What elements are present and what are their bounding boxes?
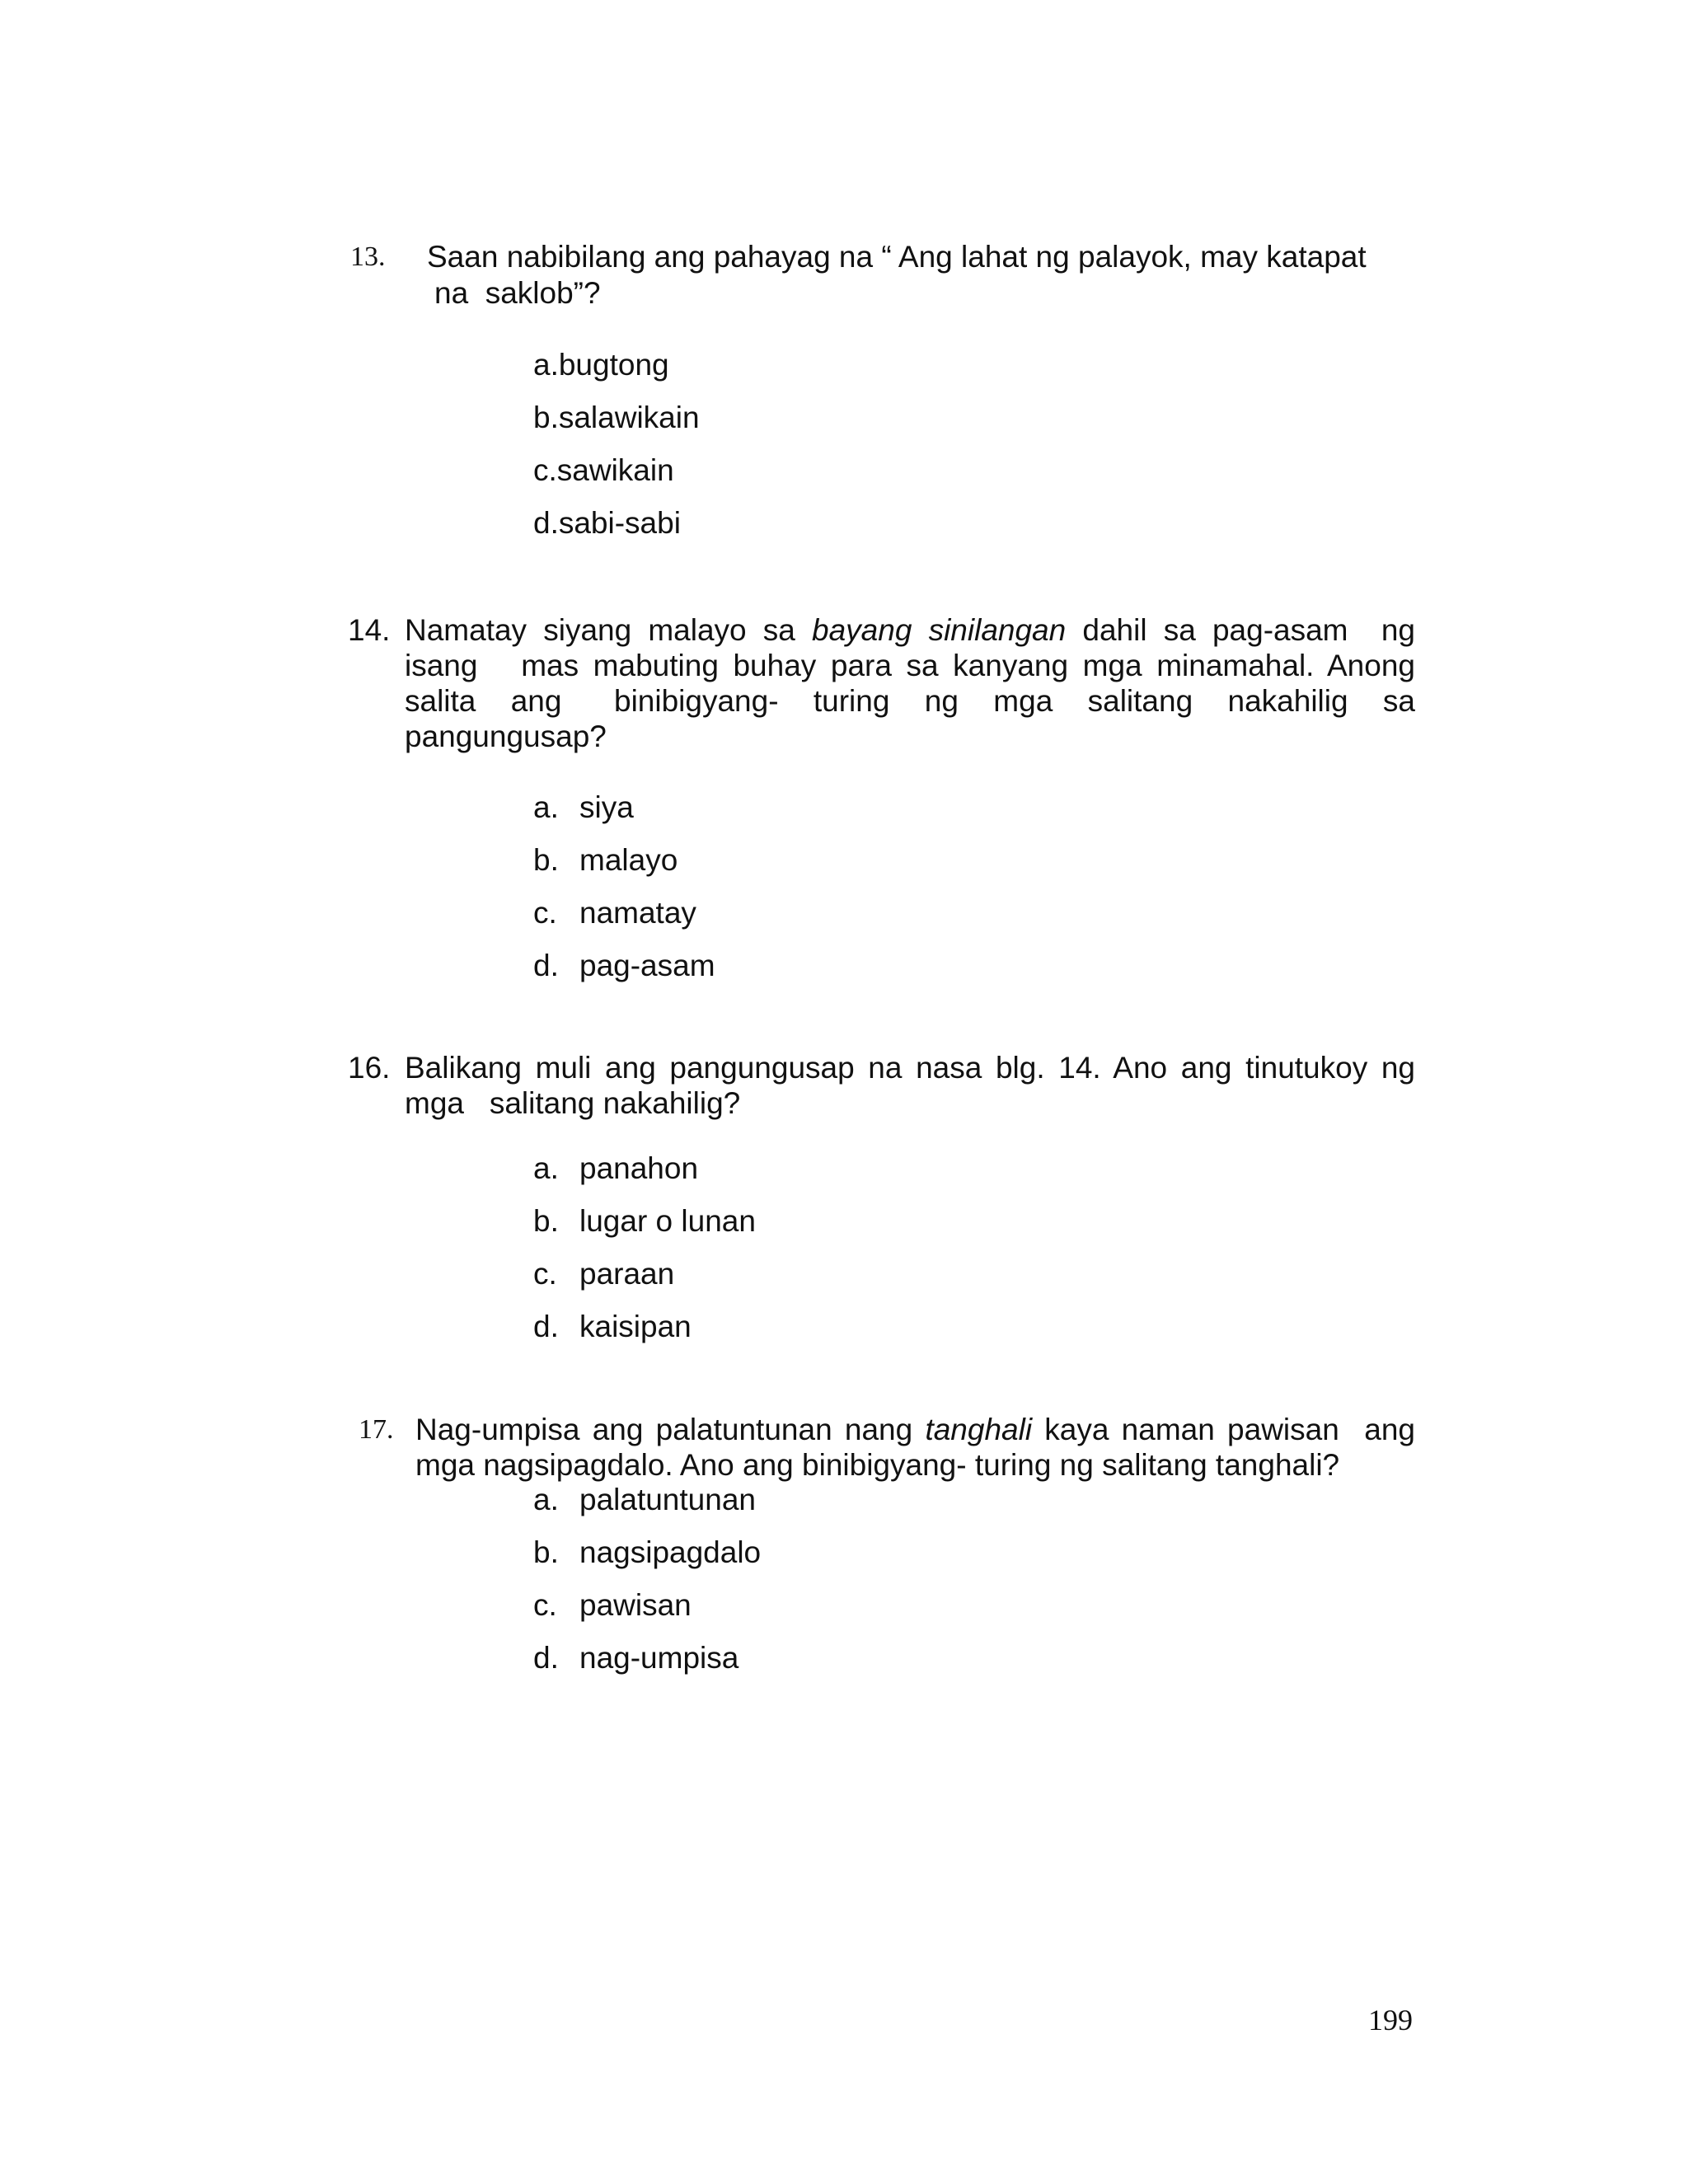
answer-option — [533, 842, 678, 878]
question-text-line: isang mas mabuting buhay para sa kanyang mga minamahal. Anong — [405, 649, 1415, 682]
option-letter: b. — [533, 843, 559, 877]
question-text — [405, 612, 1415, 754]
option-letter: c. — [533, 896, 557, 930]
question-text-segment: dahil sa pag-asam ng — [1066, 613, 1415, 647]
option-letter: b. — [533, 1535, 559, 1569]
option-text: siya — [579, 790, 634, 824]
option-text: nagsipagdalo — [579, 1535, 762, 1569]
answer-option — [533, 1535, 761, 1570]
question-text-line — [415, 1412, 1415, 1447]
option-text: malayo — [579, 843, 678, 877]
question-text-line: pangungusap? — [405, 719, 607, 753]
option-text: nag-umpisa — [579, 1641, 739, 1675]
answer-option — [533, 1309, 692, 1344]
question-number: 13. — [350, 241, 386, 272]
option-text: namatay — [579, 896, 696, 930]
answer-option — [533, 790, 634, 825]
option-text: palatuntunan — [579, 1483, 756, 1516]
option-text: paraan — [579, 1257, 675, 1291]
option-text: kaisipan — [579, 1310, 692, 1343]
question-text-segment: kaya naman pawisan ang — [1032, 1413, 1415, 1446]
question-number: 16. — [348, 1051, 391, 1085]
answer-option: a.bugtong — [533, 348, 669, 382]
option-letter: d. — [533, 949, 559, 982]
answer-option — [533, 1587, 692, 1623]
option-letter: c. — [533, 1257, 557, 1291]
option-letter: b. — [533, 1204, 559, 1238]
option-text: panahon — [579, 1151, 699, 1185]
question-text-segment: Namatay siyang malayo sa — [405, 613, 813, 647]
answer-option — [533, 1640, 738, 1675]
question-text-segment: Nag-umpisa ang palatuntunan nang — [415, 1413, 926, 1446]
option-letter: a. — [533, 1483, 559, 1516]
option-letter: a. — [533, 790, 559, 824]
emphasized-phrase: tanghali — [925, 1413, 1033, 1446]
answer-option — [533, 895, 696, 930]
question-text-line: mga nagsipagdalo. Ano ang binibigyang- turing ng salitang tanghali? — [415, 1448, 1340, 1482]
question-number: 17. — [359, 1414, 394, 1445]
question-text-line: Saan nabibilang ang pahayag na “ Ang lahat ng palayok, may katapat — [427, 240, 1367, 274]
question-text-line: mga salitang nakahilig? — [405, 1086, 741, 1120]
answer-option: c.sawikain — [533, 453, 674, 487]
question-text — [415, 1412, 1415, 1483]
answer-option: b.salawikain — [533, 401, 700, 434]
question-text — [405, 1050, 1415, 1121]
answer-option — [533, 1256, 674, 1291]
question-text-line: na saklob”? — [434, 276, 601, 310]
page-number: 199 — [1368, 2004, 1413, 2036]
answer-option — [533, 1482, 756, 1517]
emphasized-phrase: bayang sinilangan — [812, 613, 1067, 647]
question-text-line: salita ang binibigyang- turing ng mga salitang nakahilig sa — [405, 684, 1415, 718]
question-text-line: Balikang muli ang pangungusap na nasa blg. 14. Ano ang tinutukoy ng — [405, 1051, 1415, 1085]
answer-option — [533, 1151, 698, 1186]
option-letter: a. — [533, 1151, 559, 1185]
option-text: lugar o lunan — [579, 1204, 756, 1238]
option-letter: d. — [533, 1641, 559, 1675]
answer-option: d.sabi-sabi — [533, 506, 681, 540]
answer-option — [533, 948, 715, 983]
option-text: pag-asam — [579, 949, 715, 982]
option-text: pawisan — [579, 1588, 692, 1622]
answer-option — [533, 1203, 756, 1239]
question-text-line — [405, 612, 1415, 648]
question-number: 14. — [348, 613, 391, 647]
option-letter: c. — [533, 1588, 557, 1622]
option-letter: d. — [533, 1310, 559, 1343]
